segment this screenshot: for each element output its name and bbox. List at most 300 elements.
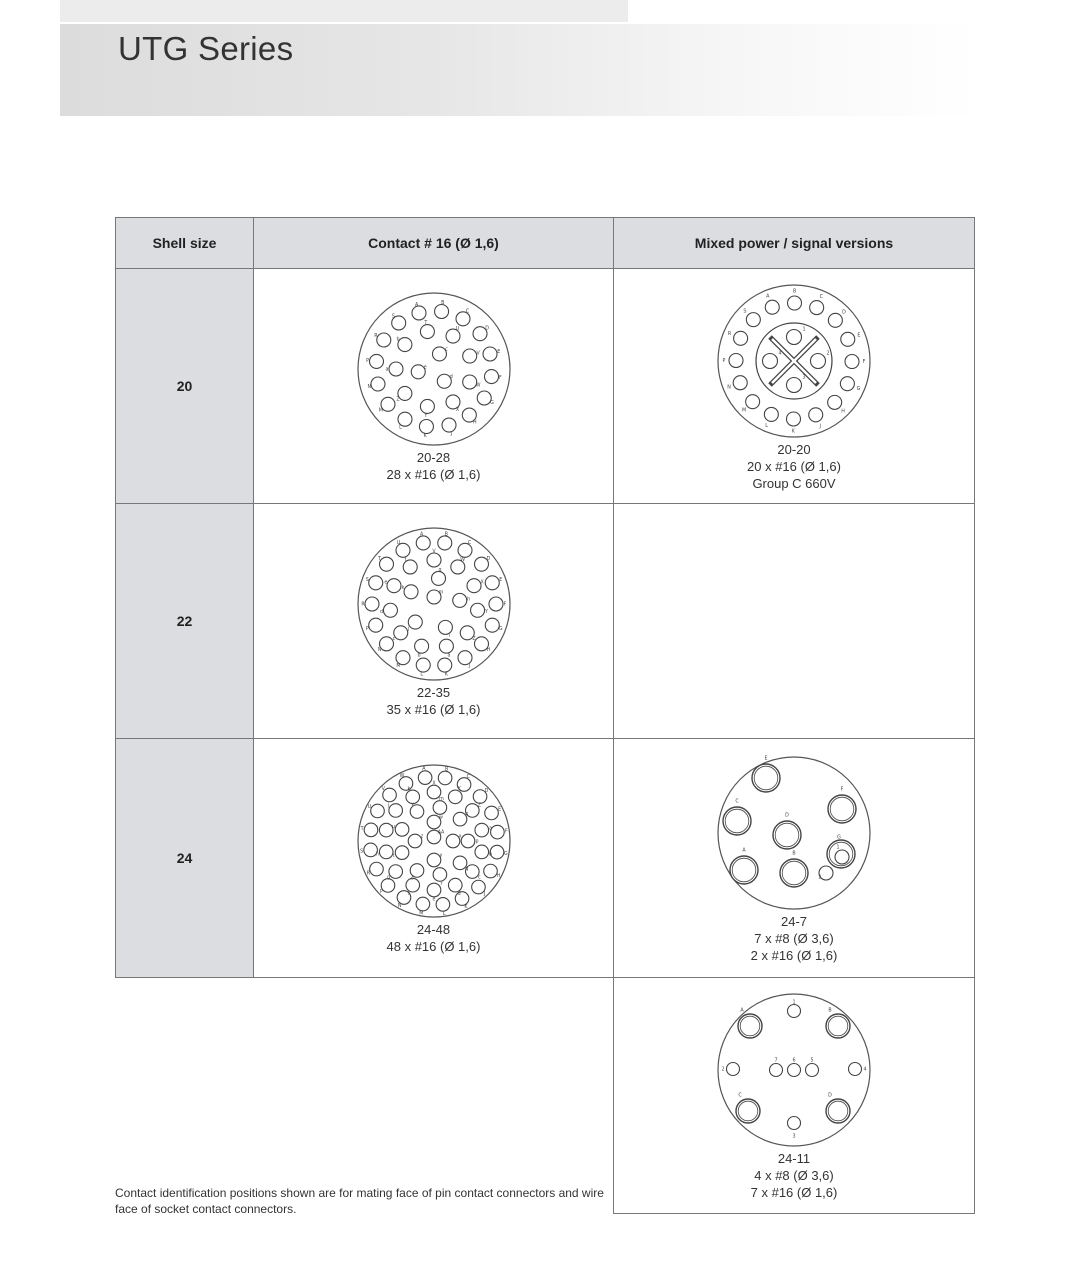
contact-cavity <box>723 807 751 835</box>
contact-label: F <box>862 359 866 365</box>
contact-cavity <box>379 557 393 571</box>
contact-cavity <box>398 412 412 426</box>
contact-cavity <box>746 312 760 326</box>
contact-label: j <box>407 626 409 632</box>
contact-cavity <box>388 865 402 879</box>
layout-code: 22-35 <box>416 685 451 700</box>
contact-label: 7 <box>774 1058 778 1064</box>
contact-label: T <box>377 556 381 562</box>
contact-label: X <box>431 781 436 787</box>
contact-label: c <box>477 875 481 881</box>
contact-cavity <box>433 801 447 815</box>
contact-label: C <box>467 541 471 547</box>
contact-label: B <box>792 851 796 856</box>
contact-cavity <box>474 823 488 837</box>
contact-label: R <box>373 334 378 339</box>
layout-desc: 28 x #16 (Ø 1,6) <box>386 467 481 482</box>
contact-label: B <box>444 767 448 773</box>
contact-cavity <box>733 375 747 389</box>
contact-label: J <box>468 663 470 669</box>
contact-label: i <box>448 633 450 639</box>
contact-cavity <box>419 420 433 434</box>
contact-cavity <box>483 347 497 361</box>
contact-cavity <box>438 771 452 785</box>
contact-label: 2 <box>818 875 822 880</box>
contact-cavity <box>809 407 823 421</box>
table-row <box>116 269 975 504</box>
contact-cavity <box>392 626 407 643</box>
contact-cavity <box>788 1064 801 1077</box>
layout-code: 24-11 <box>777 1151 811 1166</box>
contact-cavity <box>377 637 393 654</box>
contact-cavity <box>404 585 418 599</box>
contact-cavity <box>736 1099 760 1123</box>
contact-label: F <box>498 376 502 382</box>
contact-label: K <box>423 433 427 439</box>
contact-cavity <box>788 1117 801 1130</box>
contact-label: a <box>488 826 492 832</box>
contact-cavity <box>780 859 808 887</box>
contact-cavity <box>485 618 499 632</box>
layout-desc: 48 x #16 (Ø 1,6) <box>386 939 481 954</box>
contact-cavity <box>840 376 854 390</box>
contact-label: 1 <box>802 327 806 332</box>
contact-label: T <box>360 826 364 832</box>
contact-cavity <box>431 571 445 585</box>
contact-cavity <box>458 651 472 665</box>
contact-label: E <box>497 807 501 813</box>
contact-cavity <box>437 536 451 550</box>
contact-label: W <box>475 383 481 389</box>
contact-cavity <box>414 639 428 653</box>
layout-code: 24-48 <box>416 922 451 937</box>
shell-size-cell: 22 <box>116 504 254 739</box>
contact-label: G <box>498 626 503 632</box>
contact-label: h <box>466 597 470 603</box>
contact-cavity <box>470 603 484 617</box>
contact-cavity <box>763 353 778 368</box>
contact-cavity <box>806 1064 819 1077</box>
contact-cavity <box>765 300 779 314</box>
insert-drawing-24-48 <box>354 761 514 921</box>
shell-size-cell: 24 <box>116 739 254 978</box>
contact-label: c <box>392 637 395 643</box>
contact-label: E <box>764 756 768 761</box>
contact-label: M <box>742 408 747 414</box>
contact-label: A <box>419 532 423 538</box>
contact-label: a <box>385 367 388 373</box>
contact-label: L <box>765 423 768 429</box>
contact-cavity <box>734 331 748 345</box>
layout-desc: 35 x #16 (Ø 1,6) <box>386 702 481 717</box>
layout-code: 20-28 <box>416 450 451 465</box>
contact-label: d <box>449 374 453 380</box>
layout-cell <box>254 504 614 739</box>
contact-cavity <box>477 391 491 405</box>
contact-cavity <box>484 370 498 384</box>
contact-label: F <box>503 602 506 608</box>
contact-cavity <box>461 834 475 848</box>
insert-drawing-24-7 <box>714 753 874 913</box>
table-row <box>116 978 975 1214</box>
contact-cavity <box>845 354 859 368</box>
contact-label: C <box>738 1093 742 1099</box>
contact-label: 1 <box>836 845 840 850</box>
contact-label: G <box>837 835 841 840</box>
contact-label: S <box>743 309 747 315</box>
contact-cavity <box>370 804 384 818</box>
contact-label: D <box>484 326 489 332</box>
contact-cavity <box>389 362 403 376</box>
contact-label: 2 <box>721 1067 725 1073</box>
contact-cavity <box>397 386 411 400</box>
contact-cavity <box>427 883 441 897</box>
contact-label: g <box>386 875 390 881</box>
contact-label: B <box>444 532 448 538</box>
contact-label: D <box>842 309 846 315</box>
contact-label: Y <box>457 787 461 793</box>
contact-cavity <box>826 1014 850 1038</box>
contact-label: s <box>410 876 414 882</box>
contact-cavity <box>438 620 452 634</box>
layout-desc: 2 x #16 (Ø 1,6) <box>750 947 838 963</box>
contact-label: U <box>367 805 371 811</box>
table-header-row <box>116 218 975 269</box>
contact-label: B <box>792 289 797 295</box>
page-title: UTG Series <box>118 30 294 67</box>
contact-label: V <box>431 549 436 555</box>
contact-label: 3 <box>792 1134 796 1140</box>
contact-cavity <box>365 597 379 611</box>
contact-label: c <box>444 347 448 353</box>
contact-label: Y <box>423 413 427 419</box>
contact-cavity <box>787 329 802 344</box>
layout-cell <box>614 978 975 1214</box>
layout-code: 24-7 <box>780 913 808 929</box>
contact-cavity <box>420 325 434 339</box>
contact-label: M <box>378 408 383 414</box>
contact-label: V <box>381 786 385 792</box>
contact-cavity <box>752 764 780 792</box>
contact-cavity <box>828 795 856 823</box>
contact-cavity <box>770 1064 783 1077</box>
contact-label: U <box>396 541 400 547</box>
empty-cell <box>254 978 614 1214</box>
contact-label: r <box>439 881 442 887</box>
contact-cavity <box>416 897 430 911</box>
contact-cavity <box>849 1063 862 1076</box>
insert-drawing-22-35 <box>354 524 514 684</box>
contact-cavity <box>436 898 450 912</box>
contact-cavity <box>773 821 801 849</box>
contact-label: F <box>840 787 844 792</box>
contact-label: C <box>819 294 824 300</box>
contact-label: S <box>359 849 363 855</box>
contact-cavity <box>828 395 842 409</box>
layout-cell-empty <box>614 504 975 739</box>
contact-cavity <box>446 395 460 409</box>
contact-label: A <box>742 848 746 853</box>
contact-label: g <box>438 568 442 574</box>
layout-desc: 20 x #16 (Ø 1,6) <box>747 458 841 474</box>
contact-cavity <box>416 658 430 672</box>
contact-label: Z <box>471 637 476 643</box>
contact-label: W <box>399 773 404 779</box>
contact-cavity <box>379 845 393 859</box>
contact-cavity <box>729 353 743 367</box>
contact-label: R <box>366 871 370 877</box>
contact-label: 4 <box>863 1067 867 1073</box>
contact-label: f <box>407 891 410 897</box>
contact-cavity <box>397 338 411 352</box>
footnote: Contact identification positions shown are for mating face of pin contact connectors and wire face of socket contact connectors. <box>115 1186 604 1216</box>
contact-cavity <box>420 399 434 413</box>
contact-label: E <box>498 578 502 584</box>
contact-label: R <box>360 602 365 608</box>
contact-label: Z <box>395 397 400 403</box>
contact-label: A <box>766 294 770 300</box>
contact-label: v <box>410 802 414 808</box>
contact-cavity <box>437 658 451 672</box>
contact-cavity <box>730 856 758 884</box>
contact-label: b <box>417 653 421 659</box>
contact-cavity <box>462 349 476 363</box>
layout-desc: 7 x #16 (Ø 1,6) <box>750 1185 838 1200</box>
contact-label: 1 <box>792 1000 796 1006</box>
contact-label: e <box>383 580 387 586</box>
contact-cavity <box>411 306 425 320</box>
contact-cavity <box>483 864 497 878</box>
contact-label: q <box>464 867 468 873</box>
contact-label: Z <box>477 803 481 809</box>
contact-cavity <box>841 332 855 346</box>
contact-label: k <box>401 586 404 592</box>
contact-label: u <box>391 824 395 830</box>
contact-label: E <box>857 332 861 338</box>
contact-label: D <box>828 1093 832 1099</box>
contact-cavity <box>370 377 384 391</box>
contact-cavity <box>369 862 383 876</box>
contact-cavity <box>764 407 778 421</box>
contact-label: H <box>486 648 490 654</box>
contact-label: C <box>465 309 469 315</box>
layout-cell <box>254 739 614 978</box>
contact-cavity <box>474 845 488 859</box>
contact-label: P <box>365 358 369 364</box>
insert-outline <box>358 293 510 445</box>
contact-label: N <box>397 903 402 909</box>
contact-cavity <box>826 1099 850 1123</box>
contact-label: E <box>496 350 500 356</box>
contact-cavity <box>434 304 448 318</box>
contact-cavity <box>395 846 409 860</box>
contact-cavity <box>379 823 393 837</box>
contact-label: m <box>438 590 443 596</box>
contact-label: W <box>459 557 465 563</box>
contact-label: A <box>740 1008 744 1014</box>
col-header-mixed: Mixed power / signal versions <box>614 218 975 269</box>
contact-label: 2 <box>826 351 830 356</box>
contact-label: y <box>439 853 442 859</box>
contact-cavity <box>786 411 800 425</box>
contact-label: M <box>418 911 423 917</box>
contact-cavity <box>410 864 424 878</box>
top-stripe <box>60 0 628 22</box>
contact-label: w <box>438 815 443 821</box>
contact-label: C <box>466 775 470 781</box>
contact-label: B <box>828 1008 832 1014</box>
contact-label: 3 <box>802 375 806 380</box>
contact-label: J <box>819 423 821 429</box>
contact-cavity <box>364 823 378 837</box>
contact-label: 6 <box>792 1058 796 1064</box>
contact-cavity <box>746 394 760 408</box>
layout-desc: Group C 660V <box>752 475 836 491</box>
contact-label: Y <box>484 610 488 616</box>
contact-cavity <box>418 771 432 785</box>
spec-table <box>115 217 975 1214</box>
contact-label: U <box>455 326 459 332</box>
contact-cavity <box>738 1014 762 1038</box>
contact-cavity <box>368 576 382 590</box>
contact-label: f <box>403 557 406 563</box>
layout-desc: 4 x #8 (Ø 3,6) <box>754 1168 834 1183</box>
contact-label: B <box>440 301 444 307</box>
contact-label: H <box>472 420 477 426</box>
contact-label: X <box>455 408 459 414</box>
contact-cavity <box>378 397 394 414</box>
layout-cell <box>614 739 975 978</box>
contact-label: K <box>463 905 468 911</box>
contact-label: n <box>464 811 468 817</box>
insert-drawing-20-20 <box>714 281 874 441</box>
contact-label: D <box>785 813 789 818</box>
contact-cavity <box>788 296 802 310</box>
contact-label: D <box>484 788 488 794</box>
insert-drawing-20-28 <box>354 289 514 449</box>
contact-label: L <box>398 425 402 431</box>
contact-label: P <box>722 358 726 364</box>
contact-label: A <box>414 302 418 308</box>
insert-drawing-24-11 <box>714 990 874 1150</box>
contact-cavity <box>788 1005 801 1018</box>
contact-cavity <box>462 375 476 389</box>
contact-cavity <box>835 850 849 864</box>
contact-label: G <box>489 401 494 406</box>
contact-label: e <box>432 897 435 903</box>
contact-label: 5 <box>810 1058 814 1064</box>
contact-cavity <box>490 845 504 859</box>
contact-cavity <box>727 1063 740 1076</box>
contact-cavity <box>811 353 826 368</box>
table-row <box>116 504 975 739</box>
col-header-contact16: Contact # 16 (Ø 1,6) <box>254 218 614 269</box>
contact-cavity <box>427 553 441 567</box>
contact-label: K <box>444 672 448 678</box>
contact-label: x <box>458 834 461 840</box>
contact-cavity <box>452 593 466 607</box>
contact-cavity <box>787 377 802 392</box>
contact-label: P <box>379 890 383 896</box>
contact-cavity <box>373 333 390 347</box>
contact-label: L <box>419 672 423 678</box>
col-header-shell-size: Shell size <box>116 218 254 269</box>
layout-cell <box>614 269 975 504</box>
contact-label: T <box>423 321 427 327</box>
contact-label: N <box>727 385 731 391</box>
layout-desc: 7 x #8 (Ø 3,6) <box>754 930 834 946</box>
contact-label: t <box>392 854 395 860</box>
contact-label: S <box>391 314 395 320</box>
contact-label: J <box>483 892 485 898</box>
layout-code: 20-20 <box>777 441 811 457</box>
contact-label: j <box>387 803 389 809</box>
contact-label: AA <box>437 830 444 836</box>
contact-label: K <box>791 428 795 434</box>
contact-label: S <box>365 578 369 584</box>
contact-label: k <box>406 787 410 793</box>
contact-label: A <box>421 767 425 773</box>
contact-label: h <box>375 852 379 858</box>
contact-label: R <box>727 331 732 337</box>
contact-label: d <box>379 610 383 616</box>
layout-cell <box>254 269 614 504</box>
contact-cavity <box>828 313 842 327</box>
contact-cavity <box>388 804 402 818</box>
table-row <box>116 739 975 978</box>
contact-cavity <box>408 615 422 629</box>
empty-cell <box>116 978 254 1214</box>
contact-label: V <box>476 351 480 357</box>
contact-label: P <box>365 626 369 632</box>
contact-cavity <box>810 300 824 314</box>
contact-label: m <box>438 797 444 803</box>
contact-label: a <box>446 653 450 659</box>
contact-cavity <box>369 354 383 368</box>
contact-label: L <box>442 911 446 917</box>
contact-cavity <box>489 597 503 611</box>
contact-label: p <box>474 839 479 845</box>
contact-label: G <box>503 852 508 858</box>
contact-label: b <box>488 852 492 858</box>
contact-cavity <box>383 603 397 617</box>
contact-label: d <box>457 891 461 897</box>
contact-cavity <box>439 639 453 653</box>
contact-label: C <box>735 799 739 804</box>
contact-label: D <box>486 556 490 562</box>
contact-label: N <box>377 648 381 654</box>
contact-cavity <box>383 579 400 593</box>
contact-cavity <box>368 618 382 632</box>
contact-label: F <box>504 829 508 835</box>
contact-cavity <box>448 878 462 892</box>
contact-label: H <box>841 408 845 414</box>
contact-cavity <box>484 806 498 820</box>
contact-label: b <box>395 337 400 343</box>
contact-label: i <box>376 826 378 832</box>
contact-cavity <box>485 576 499 590</box>
contact-cavity <box>395 823 409 837</box>
shell-size-cell: 20 <box>116 269 254 504</box>
contact-cavity <box>442 418 456 432</box>
contact-label: J <box>450 432 452 438</box>
contact-label: M <box>395 663 401 669</box>
contact-label: G <box>856 386 861 392</box>
contact-label: e <box>423 365 427 371</box>
contact-cavity <box>416 536 430 550</box>
contact-label: N <box>366 384 371 390</box>
contact-cavity <box>433 868 447 882</box>
